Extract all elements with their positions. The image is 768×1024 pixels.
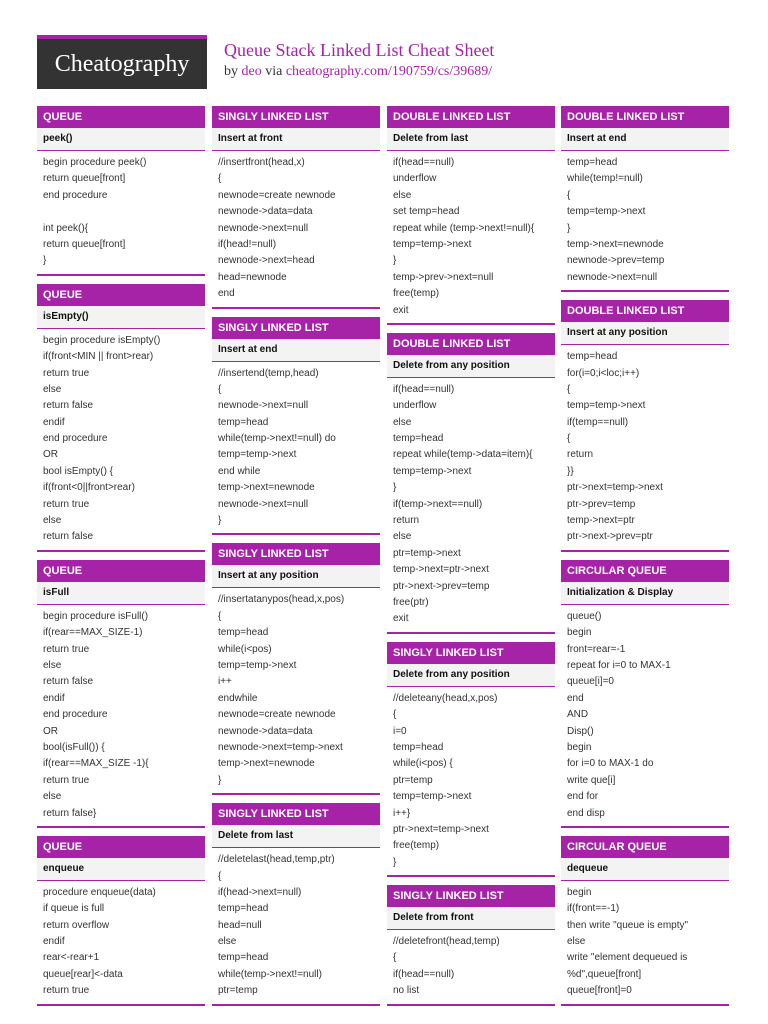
code-line: temp=temp->next	[393, 465, 472, 477]
code-line: end procedure	[43, 189, 108, 201]
code-line: temp=temp->next	[218, 449, 297, 461]
code-line: newnode->next=null	[218, 400, 309, 412]
section-title: SINGLY LINKED LIST	[212, 106, 380, 128]
code-line: if(head==null)	[393, 157, 455, 168]
code-line: queue()	[567, 610, 602, 622]
code-lines	[387, 151, 555, 323]
code-line: {	[567, 383, 571, 395]
code-line: {	[393, 952, 397, 964]
code-line: head=null	[218, 919, 262, 931]
cheatography-logo[interactable]: Cheatography	[37, 35, 207, 89]
code-line: else	[43, 791, 62, 803]
code-line: newnode=create newnode	[218, 709, 336, 721]
code-line: begin procedure peek()	[43, 157, 147, 168]
sheet-url-link[interactable]: cheatography.com/190759/cs/39689/	[285, 64, 493, 79]
code-line: if(rear==MAX_SIZE-1)	[43, 627, 143, 639]
section-title: CIRCULAR QUEUE	[561, 836, 729, 858]
code-line: begin procedure isFull()	[43, 610, 149, 622]
code-line: OR	[43, 725, 58, 737]
code-line: temp->next=ptr->next	[393, 564, 489, 576]
cheat-section	[387, 885, 555, 1006]
section-title: QUEUE	[37, 284, 205, 306]
cheat-section	[37, 106, 205, 276]
code-line: {	[567, 433, 571, 445]
code-lines	[212, 848, 380, 1004]
code-line: temp=head	[567, 157, 618, 168]
code-line: if(temp->next==null)	[393, 498, 483, 510]
code-line: end	[218, 288, 235, 300]
code-line: temp->next=newnode	[218, 482, 315, 494]
code-line: }	[43, 255, 47, 267]
code-line: else	[567, 936, 586, 948]
code-line: for(i=0;i<loc;i++)	[567, 367, 640, 379]
code-line: endif	[43, 936, 65, 948]
code-line: free(ptr)	[393, 596, 429, 608]
code-line: temp->prev->next=null	[393, 271, 494, 283]
cheat-section	[561, 106, 729, 292]
code-line: return false	[43, 676, 94, 688]
section-subtitle: Insert at any position	[561, 322, 729, 345]
code-line: //deleteany(head,x,pos)	[393, 692, 498, 704]
code-line: no list	[393, 985, 420, 997]
code-line: if(head==null)	[393, 383, 455, 395]
code-line: temp->next=newnode	[218, 758, 315, 770]
code-line: queue[front]=0	[567, 985, 632, 997]
section-title: SINGLY LINKED LIST	[387, 642, 555, 664]
column-2	[212, 106, 380, 1014]
code-line: repeat while(temp->data=item){	[393, 449, 533, 461]
cheat-section	[212, 317, 380, 536]
section-title: CIRCULAR QUEUE	[561, 560, 729, 582]
code-line: newnode->next=null	[218, 222, 309, 234]
code-line: queue[rear]<-data	[43, 968, 123, 980]
section-subtitle: Initialization & Display	[561, 582, 729, 605]
code-line: temp=temp->next	[393, 238, 472, 250]
code-line: i++}	[393, 807, 411, 819]
section-title: DOUBLE LINKED LIST	[387, 106, 555, 128]
code-line: free(temp)	[393, 840, 440, 852]
code-line: //insertatanypos(head,x,pos)	[218, 594, 345, 606]
code-line: temp=head	[218, 627, 269, 639]
code-line: free(temp)	[393, 288, 440, 300]
code-line: if(front<MIN || front>rear)	[43, 351, 154, 363]
code-lines	[561, 345, 729, 550]
code-line: if(rear==MAX_SIZE -1){	[43, 758, 149, 770]
code-line: newnode->data=data	[218, 725, 313, 737]
code-lines	[212, 362, 380, 534]
code-line: else	[43, 659, 62, 671]
code-line: temp=temp->next	[567, 206, 646, 218]
code-line: underflow	[393, 173, 437, 185]
code-line: {	[218, 610, 222, 622]
page-header	[37, 35, 737, 91]
code-line: temp=head	[218, 416, 269, 428]
code-line: return queue[front]	[43, 238, 126, 250]
section-title: SINGLY LINKED LIST	[212, 317, 380, 339]
code-line: else	[393, 189, 412, 201]
code-lines	[37, 605, 205, 826]
code-line: ptr=temp	[218, 985, 258, 997]
code-line: while(i<pos) {	[393, 758, 453, 770]
cheat-section	[561, 300, 729, 552]
code-line: newnode->next=null	[218, 498, 309, 510]
code-line: }}	[567, 465, 574, 477]
code-line: temp=temp->next	[393, 791, 472, 803]
section-subtitle: isEmpty()	[37, 306, 205, 329]
code-line: newnode->next=temp->next	[218, 741, 343, 753]
code-lines	[212, 151, 380, 307]
code-line: else	[43, 515, 62, 527]
code-line: else	[393, 531, 412, 543]
section-subtitle: Insert at end	[561, 128, 729, 151]
cheat-section	[212, 106, 380, 309]
code-line: return overflow	[43, 919, 110, 931]
code-line: temp=temp->next	[567, 400, 646, 412]
code-line: {	[218, 383, 222, 395]
cheat-section	[37, 284, 205, 552]
section-title: SINGLY LINKED LIST	[387, 885, 555, 907]
code-line: //deletelast(head,temp,ptr)	[218, 854, 335, 866]
code-line: if(temp==null)	[567, 416, 629, 428]
section-title: QUEUE	[37, 106, 205, 128]
code-line: write "element dequeued is	[567, 952, 688, 964]
code-line: temp=head	[393, 433, 444, 445]
code-line: newnode->next=null	[567, 271, 658, 283]
code-line: ptr=temp	[393, 774, 433, 786]
section-subtitle: isFull	[37, 582, 205, 605]
code-line: {	[393, 709, 397, 721]
code-line: rear<-rear+1	[43, 952, 100, 964]
code-line: endwhile	[218, 692, 258, 704]
code-lines	[37, 329, 205, 550]
section-subtitle: dequeue	[561, 858, 729, 881]
code-line: temp=head	[567, 351, 618, 363]
code-line: i=0	[393, 725, 407, 737]
code-line: if(head!=null)	[218, 238, 277, 250]
code-line: if(head->next=null)	[218, 886, 302, 898]
code-line: front=rear=-1	[567, 643, 626, 655]
code-line: return true	[43, 367, 90, 379]
code-line: {	[218, 173, 222, 185]
code-lines	[561, 881, 729, 1004]
code-line: bool(isFull()) {	[43, 741, 105, 753]
section-subtitle: Delete from last	[387, 128, 555, 151]
section-subtitle: Delete from last	[212, 825, 380, 848]
code-line: ptr->prev=temp	[567, 498, 636, 510]
cheat-section	[387, 642, 555, 877]
code-line: ptr->next->prev=temp	[393, 580, 490, 592]
cheat-section	[212, 543, 380, 795]
code-line: ptr=temp->next	[393, 547, 461, 559]
code-line: ptr->next=temp->next	[393, 823, 489, 835]
section-subtitle: Delete from front	[387, 907, 555, 930]
code-line: //deletefront(head,temp)	[393, 936, 500, 948]
code-line: temp->next=ptr	[567, 515, 635, 527]
column-3	[387, 106, 555, 1014]
code-line: while(temp!=null)	[567, 173, 643, 185]
code-line: newnode->prev=temp	[567, 255, 665, 267]
code-line: i++	[218, 676, 232, 688]
code-line: end for	[567, 791, 599, 803]
code-line: %d",queue[front]	[567, 968, 642, 980]
code-line: temp->next=newnode	[567, 238, 664, 250]
section-subtitle: Insert at end	[212, 339, 380, 362]
code-line: {	[218, 870, 222, 882]
column-4	[561, 106, 729, 1014]
code-line: else	[393, 416, 412, 428]
code-line: int peek(){	[43, 222, 89, 234]
code-line: return true	[43, 643, 90, 655]
cheat-section	[387, 333, 555, 634]
code-line: newnode->next=head	[218, 255, 315, 267]
code-line: procedure enqueue(data)	[43, 886, 156, 898]
code-line: begin	[567, 741, 592, 753]
code-line: temp=head	[393, 741, 444, 753]
section-title: DOUBLE LINKED LIST	[561, 300, 729, 322]
code-line: return false}	[43, 807, 97, 819]
cheat-section	[37, 560, 205, 828]
section-subtitle: Delete from any position	[387, 355, 555, 378]
cheat-section	[212, 803, 380, 1006]
code-line: //insertfront(head,x)	[218, 157, 305, 168]
code-line: }	[393, 856, 397, 868]
code-lines	[561, 151, 729, 290]
code-line: return	[567, 449, 594, 461]
code-lines	[387, 930, 555, 1004]
code-line: temp=temp->next	[218, 659, 297, 671]
column-1	[37, 106, 205, 1014]
code-line: while(temp->next!=null)	[218, 968, 322, 980]
section-subtitle: Insert at front	[212, 128, 380, 151]
code-lines	[37, 151, 205, 274]
code-line: begin procedure isEmpty()	[43, 334, 161, 346]
code-line: return false	[43, 531, 94, 543]
code-line: else	[43, 383, 62, 395]
cheat-section	[387, 106, 555, 325]
code-line: end disp	[567, 807, 605, 819]
code-line: end while	[218, 465, 261, 477]
section-title: QUEUE	[37, 560, 205, 582]
code-line: temp=head	[218, 903, 269, 915]
code-line: Disp()	[567, 725, 594, 737]
code-line: }	[567, 222, 571, 234]
code-line: newnode=create newnode	[218, 189, 336, 201]
code-line: bool isEmpty() {	[43, 465, 114, 477]
code-line: while(temp->next!=null) do	[218, 433, 336, 445]
code-line: OR	[43, 449, 58, 461]
code-line: }	[218, 515, 222, 527]
section-subtitle: enqueue	[37, 858, 205, 881]
code-line: end procedure	[43, 433, 108, 445]
code-lines	[387, 687, 555, 875]
author-link[interactable]: deo	[241, 64, 262, 79]
code-line: return false	[43, 400, 94, 412]
code-line: while(i<pos)	[218, 643, 272, 655]
code-line: for i=0 to MAX-1 do	[567, 758, 654, 770]
code-lines	[387, 378, 555, 632]
code-line: begin	[567, 886, 592, 898]
code-line: repeat while (temp->next!=null){	[393, 222, 535, 234]
byline	[224, 64, 492, 80]
code-line	[37, 204, 205, 220]
code-line: end procedure	[43, 709, 108, 721]
code-line: if(front==-1)	[567, 903, 620, 915]
code-line: begin	[567, 627, 592, 639]
code-lines	[212, 588, 380, 793]
code-line: end	[567, 692, 584, 704]
code-line: if(front<0||front>rear)	[43, 482, 135, 494]
code-line: queue[i]=0	[567, 676, 614, 688]
sheet-title: Queue Stack Linked List Cheat Sheet	[224, 40, 495, 60]
code-line: return true	[43, 985, 90, 997]
code-line: write que[i]	[567, 774, 616, 786]
section-subtitle: peek()	[37, 128, 205, 151]
code-line: if(head==null)	[393, 968, 455, 980]
code-line: if queue is full	[43, 903, 105, 915]
code-line: head=newnode	[218, 271, 287, 283]
section-title: DOUBLE LINKED LIST	[387, 333, 555, 355]
cheat-section	[37, 836, 205, 1006]
code-line: repeat for i=0 to MAX-1	[567, 659, 671, 671]
code-lines	[561, 605, 729, 826]
code-line: return true	[43, 498, 90, 510]
code-line: return true	[43, 774, 90, 786]
section-title: DOUBLE LINKED LIST	[561, 106, 729, 128]
cheat-section	[561, 836, 729, 1006]
code-line: underflow	[393, 400, 437, 412]
code-line: AND	[567, 709, 589, 721]
code-line: else	[218, 936, 237, 948]
code-lines	[37, 881, 205, 1004]
code-line: }	[393, 482, 397, 494]
code-line: newnode->data=data	[218, 206, 313, 218]
section-title: SINGLY LINKED LIST	[212, 803, 380, 825]
code-line: endif	[43, 416, 65, 428]
code-line: endif	[43, 692, 65, 704]
cheat-section	[561, 560, 729, 828]
code-line: return queue[front]	[43, 173, 126, 185]
section-subtitle: Delete from any position	[387, 664, 555, 687]
code-line: }	[393, 255, 397, 267]
section-title: SINGLY LINKED LIST	[212, 543, 380, 565]
code-line: ptr->next=temp->next	[567, 482, 663, 494]
code-line: {	[567, 189, 571, 201]
code-line: ptr->next->prev=ptr	[567, 531, 653, 543]
code-line: exit	[393, 613, 409, 625]
byline-by: by	[224, 64, 242, 79]
code-line: exit	[393, 304, 409, 316]
code-line: temp=head	[218, 952, 269, 964]
section-subtitle: Insert at any position	[212, 565, 380, 588]
code-line: return	[393, 515, 420, 527]
code-line: //insertend(temp,head)	[218, 367, 319, 379]
code-line: set temp=head	[393, 206, 460, 218]
section-title: QUEUE	[37, 836, 205, 858]
code-line: }	[218, 774, 222, 786]
code-line: then write "queue is empty"	[567, 919, 689, 931]
byline-via: via	[261, 64, 286, 79]
